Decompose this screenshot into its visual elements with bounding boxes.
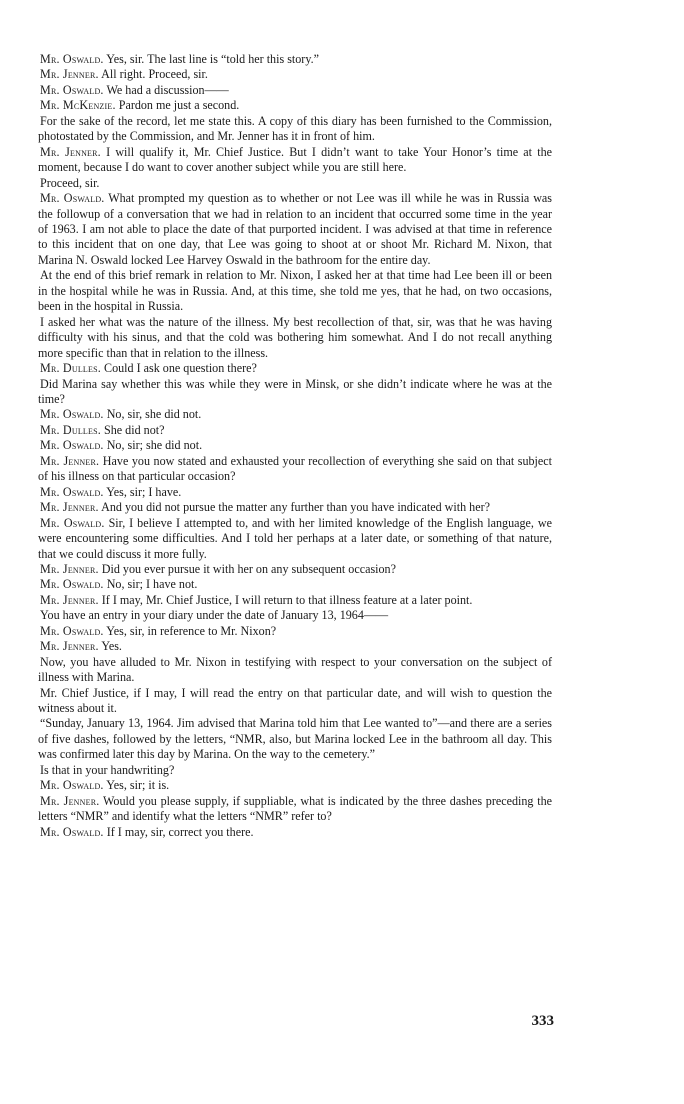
paragraph [38, 67, 552, 82]
paragraph-text: Have you now stated and exhausted your recollection of everything she said on that subject of his illness on that particular occasion? [38, 453, 552, 484]
paragraph [38, 716, 552, 762]
paragraph-text: We had a discussion—— [106, 82, 229, 97]
paragraph [38, 191, 552, 268]
paragraph [38, 315, 552, 361]
paragraph [38, 577, 552, 592]
speaker-name: Mr. Jenner. [40, 144, 101, 159]
paragraph-text: Did Marina say whether this was while they were in Minsk, or she didn’t indicate where he was at the time? [38, 376, 552, 406]
paragraph [38, 516, 552, 562]
paragraph-text: No, sir; she did not. [106, 438, 203, 453]
paragraph [38, 639, 552, 654]
speaker-name: Mr. Oswald. [40, 577, 104, 592]
speaker-name: Mr. Oswald. [40, 778, 104, 793]
paragraph-text: Yes, sir; it is. [106, 778, 170, 793]
speaker-name: Mr. Oswald. [40, 407, 104, 422]
speaker-name: Mr. Oswald. [40, 52, 104, 66]
paragraph-text: “Sunday, January 13, 1964. Jim advised that Marina told him that Lee wanted to”—and there are a series of five dashes, followed by the letters, “NMR, also, but Marina locked Lee in the bathroom all day. This was confirmed later this day by Marina. On the way to the cemetery.” [38, 716, 552, 762]
paragraph [38, 114, 552, 145]
paragraph-text: Yes, sir; I have. [106, 484, 182, 499]
paragraph [38, 52, 552, 67]
paragraph-text: Would you please supply, if suppliable, what is indicated by the three dashes preceding the letters “NMR” and identify what the letters “NMR” refer to? [38, 793, 552, 824]
speaker-name: Mr. Oswald. [40, 484, 104, 499]
speaker-name: Mr. McKenzie. [40, 98, 116, 113]
testimony-text [38, 52, 552, 840]
speaker-name: Mr. Jenner. [40, 561, 99, 576]
paragraph-text: All right. Proceed, sir. [101, 67, 208, 82]
paragraph [38, 562, 552, 577]
paragraph-text: No, sir, she did not. [106, 407, 202, 422]
paragraph-text: No, sir; I have not. [106, 577, 198, 592]
paragraph [38, 608, 552, 623]
paragraph [38, 176, 552, 191]
paragraph [38, 763, 552, 778]
paragraph [38, 593, 552, 608]
paragraph [38, 686, 552, 717]
paragraph-text: If I may, Mr. Chief Justice, I will return to that illness feature at a later point. [101, 592, 473, 607]
paragraph-text: Pardon me just a second. [118, 98, 240, 113]
paragraph-text: Mr. Chief Justice, if I may, I will read the entry on that particular date, and will wish to question the witness about it. [38, 685, 552, 716]
speaker-name: Mr. Dulles. [40, 361, 101, 376]
paragraph-text: Sir, I believe I attempted to, and with her limited knowledge of the English language, we were encountering some difficulties. And I told her perhaps at a later date, or something of that nature, that we could discuss it more fully. [38, 515, 552, 561]
paragraph [38, 361, 552, 376]
paragraph-text: Yes, sir, in reference to Mr. Nixon? [106, 623, 277, 638]
paragraph-text: Is that in your handwriting? [40, 762, 175, 777]
paragraph-text: Yes. [101, 639, 122, 654]
speaker-name: Mr. Jenner. [40, 67, 99, 82]
paragraph-text: For the sake of the record, let me state this. A copy of this diary has been furnished to the Commission, photostated by the Commission, and Mr. Jenner has it in front of him. [38, 113, 552, 144]
speaker-name: Mr. Oswald. [40, 191, 105, 206]
speaker-name: Mr. Jenner. [40, 793, 100, 808]
paragraph-text: At the end of this brief remark in relation to Mr. Nixon, I asked her at that time had Lee been ill or been in the hospital while he was in Russia. And, at this time, she told me yes, that he had, on two occasions, been in the hospital in Russia. [38, 268, 552, 314]
paragraph [38, 624, 552, 639]
paragraph [38, 98, 552, 113]
paragraph-text: She did not? [104, 422, 165, 437]
paragraph-text: What prompted my question as to whether or not Lee was ill while he was in Russia was the followup of a conversation that we had in relation to an incident that occurred some time in the year of 1963. I am not able to place the date of that purported incident. I was advised at that time in reference to this incident that on one day, that Lee was going to shoot at or shoot Mr. Richard M. Nixon, that Marina N. Oswald locked Lee Harvey Oswald in the bathroom for the entire day. [38, 191, 552, 267]
speaker-name: Mr. Oswald. [40, 824, 104, 839]
speaker-name: Mr. Oswald. [40, 82, 104, 97]
paragraph [38, 407, 552, 422]
paragraph-text: You have an entry in your diary under the date of January 13, 1964—— [40, 608, 389, 623]
speaker-name: Mr. Jenner. [40, 639, 99, 654]
paragraph-text: I asked her what was the nature of the illness. My best recollection of that, sir, was that he was having difficulty with his sinus, and that the cold was bothering him somewhat. And I do not recall anything more specific than that in relation to the illness. [38, 314, 552, 360]
speaker-name: Mr. Oswald. [40, 438, 104, 453]
paragraph [38, 438, 552, 453]
paragraph [38, 145, 552, 176]
paragraph-text: Did you ever pursue it with her on any subsequent occasion? [101, 561, 396, 576]
paragraph [38, 268, 552, 314]
speaker-name: Mr. Jenner. [40, 592, 99, 607]
paragraph [38, 423, 552, 438]
speaker-name: Mr. Dulles. [40, 422, 101, 437]
paragraph-text: Now, you have alluded to Mr. Nixon in testifying with respect to your conversation on the subject of illness with Marina. [38, 654, 552, 685]
paragraph-text: And you did not pursue the matter any further than you have indicated with her? [101, 500, 490, 515]
page-number: 333 [531, 1013, 554, 1029]
speaker-name: Mr. Jenner. [40, 453, 100, 468]
speaker-name: Mr. Jenner. [40, 500, 99, 515]
paragraph [38, 83, 552, 98]
paragraph [38, 655, 552, 686]
paragraph [38, 825, 552, 840]
paragraph [38, 454, 552, 485]
speaker-name: Mr. Oswald. [40, 623, 104, 638]
paragraph [38, 500, 552, 515]
paragraph [38, 377, 552, 408]
paragraph [38, 794, 552, 825]
paragraph-text: Proceed, sir. [40, 175, 100, 190]
paragraph [38, 778, 552, 793]
paragraph-text: Yes, sir. The last line is “told her this story.” [106, 52, 319, 66]
paragraph-text: If I may, sir, correct you there. [106, 824, 254, 839]
speaker-name: Mr. Oswald. [40, 515, 105, 530]
paragraph-text: Could I ask one question there? [104, 361, 257, 376]
paragraph-text: I will qualify it, Mr. Chief Justice. But I didn’t want to take Your Honor’s time at the moment, because I do want to cover another subject while you are still here. [38, 144, 552, 175]
paragraph [38, 485, 552, 500]
